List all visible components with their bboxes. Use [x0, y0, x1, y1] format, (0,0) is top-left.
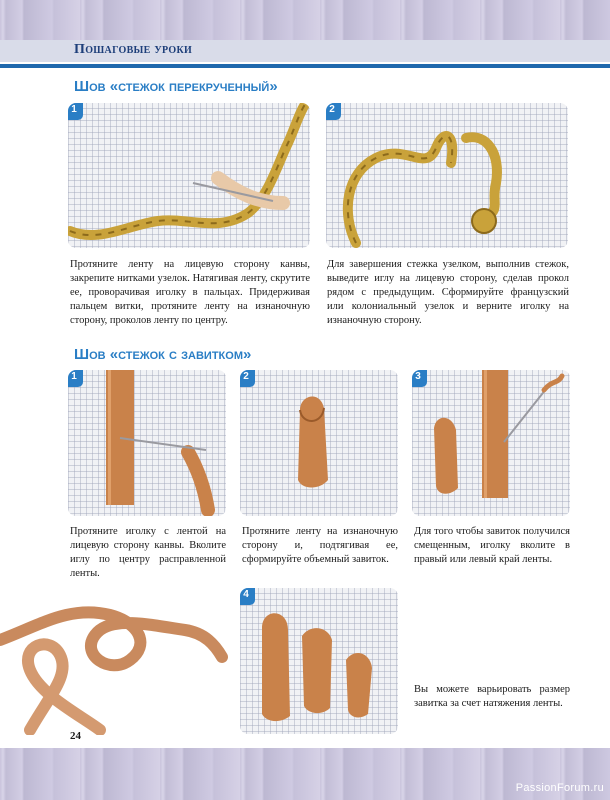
section2-step2-photo	[240, 370, 398, 516]
watermark: PassionForum.ru	[515, 782, 604, 794]
section2-step3-text: Для того чтобы завиток получился смещенным, иголку вколите в правый или левый край ленты.	[414, 526, 570, 565]
section1-step1-photo	[68, 103, 310, 248]
step-number-badge: 2	[326, 103, 341, 120]
copper-ribbon-needle-image	[68, 370, 226, 516]
step-number-badge: 3	[412, 370, 427, 387]
section2-step3-photo	[412, 370, 570, 516]
section2-title: Шов «стежок с завитком»	[74, 346, 252, 363]
step-number-badge: 1	[68, 103, 83, 120]
section1-step2-photo	[326, 103, 568, 248]
copper-ribbon-loop-image	[240, 370, 398, 516]
top-wood-border	[0, 0, 610, 40]
section2-step2-text: Протяните ленту на изнаночную сторону и, подтягивая ее, сформируйте объемный завиток.	[242, 526, 398, 565]
page-header-title: Пошаговые уроки	[74, 42, 193, 57]
section1-title: Шов «стежок перекрученный»	[74, 78, 278, 95]
step-number-badge: 1	[68, 370, 83, 387]
step-number-badge: 2	[240, 370, 255, 387]
header-divider	[0, 64, 610, 68]
section2-step1-text: Протяните иголку с лентой на лицевую сторону канвы. Вколите иглу по центру расправленной ленты.	[70, 526, 226, 579]
section1-step2-text: Для завершения стежка узелком, выполнив стежок, выведите иглу на лицевую сторону, сделав прокол рядом с предыдущим. Сформируйте французский или колониальный узелок и верните иголку на изнаночную сторону.	[327, 259, 569, 326]
copper-ribbon-offset-image	[412, 370, 570, 516]
gold-ribbon-knot-image	[326, 103, 568, 248]
copper-ribbon-loops-variety-image	[240, 588, 398, 734]
section2-step1-photo	[68, 370, 226, 516]
section2-step4-text: Вы можете варьировать размер завитка за счет натяжения ленты.	[414, 684, 570, 709]
section2-step4-photo	[240, 588, 398, 734]
gold-ribbon-twisted-image	[68, 103, 310, 248]
decorative-ribbon-image	[0, 585, 230, 735]
step-number-badge: 4	[240, 588, 255, 605]
page-number: 24	[70, 730, 81, 742]
section1-step1-text: Протяните ленту на лицевую сторону канвы, закрепите нитками узелок. Натягивая ленту, скрутите ее, проворачивая иголку в пальцах. Придерживая пальцем витки, протяните ленту на изнаночную сторону, проколов ленту по центру.	[70, 259, 310, 326]
